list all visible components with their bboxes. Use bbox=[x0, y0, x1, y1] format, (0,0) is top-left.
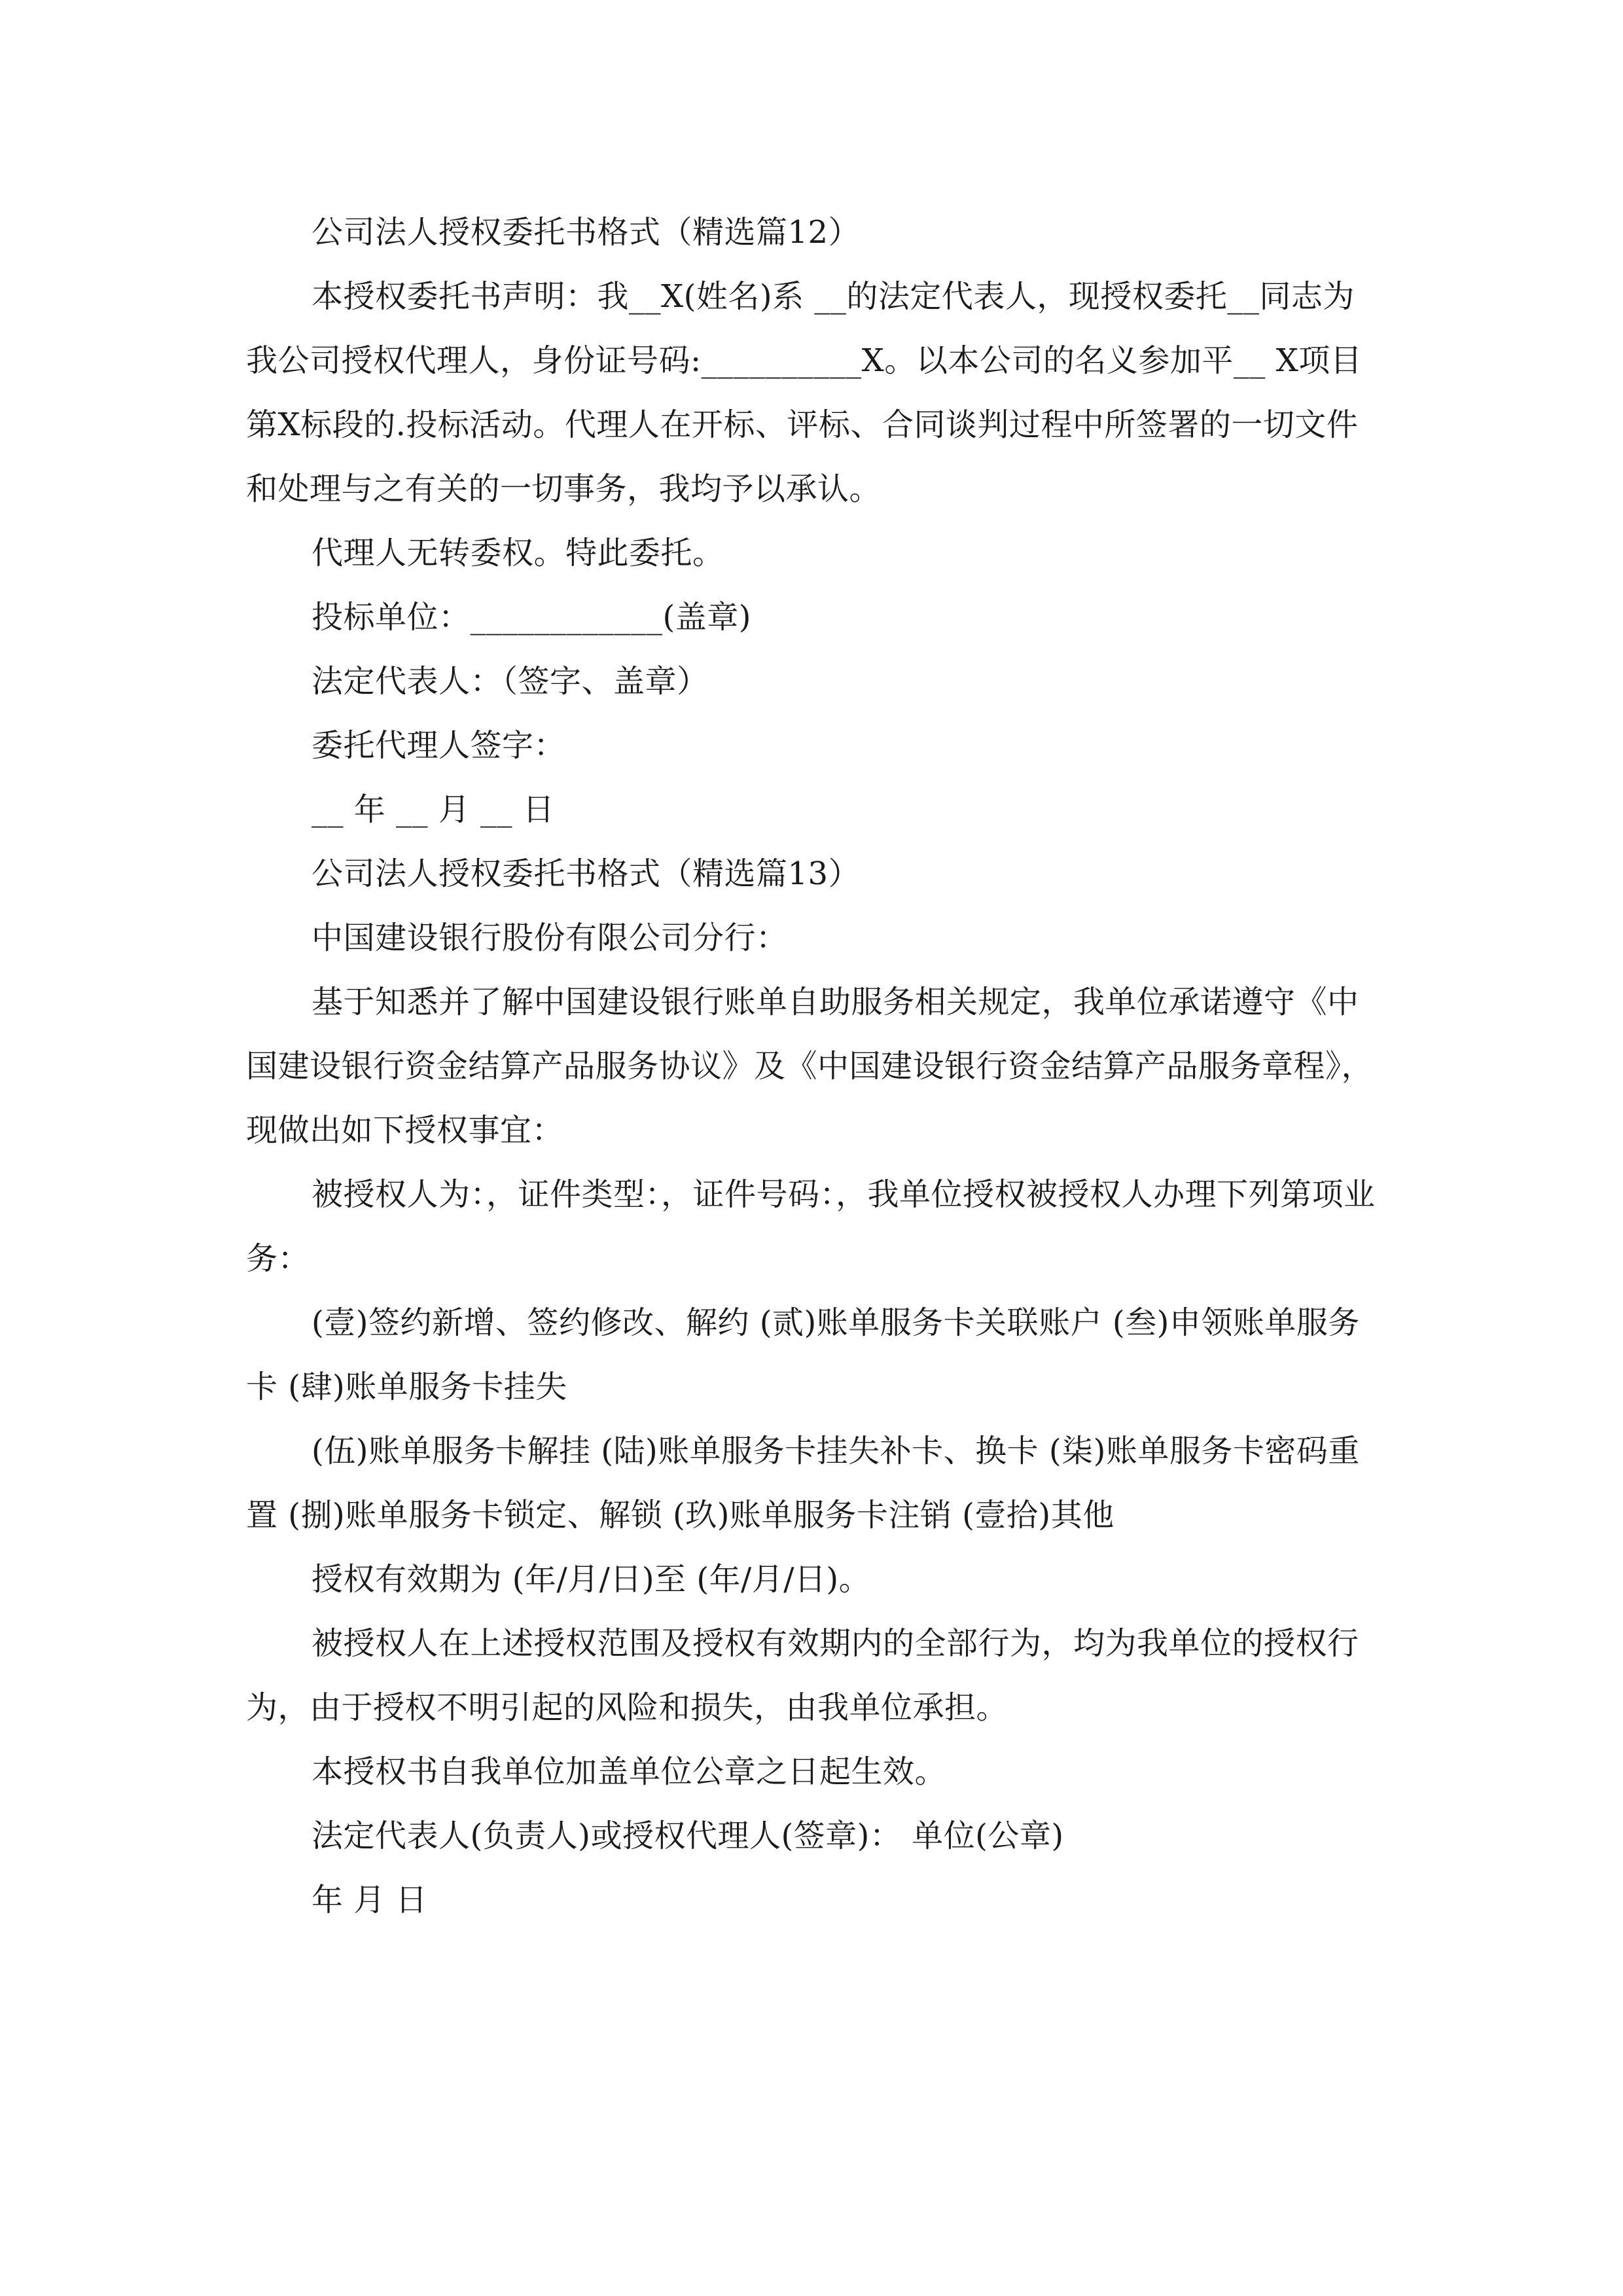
addressee-line: 中国建设银行股份有限公司分行： bbox=[312, 920, 788, 956]
date-line-1: __ 年 __ 月 __ 日 bbox=[312, 791, 555, 828]
business-items-1: (壹)签约新增、签约修改、解约 (贰)账单服务卡关联账户 (叁)申领账单服务卡 (肆)账单服务卡挂失 bbox=[246, 1304, 1360, 1405]
section-title-13: 公司法人授权委托书格式（精选篇13） bbox=[312, 855, 861, 892]
authorized-person-paragraph: 被授权人为：，证件类型：，证件号码：，我单位授权被授权人办理下列第项业务： bbox=[246, 1176, 1376, 1277]
document-body bbox=[246, 200, 1385, 1932]
business-items-2: (伍)账单服务卡解挂 (陆)账单服务卡挂失补卡、换卡 (柒)账单服务卡密码重置 (捌)账单服务卡锁定、解锁 (玖)账单服务卡注销 (壹拾)其他 bbox=[246, 1433, 1360, 1534]
no-sub-delegation-line: 代理人无转委权。特此委托。 bbox=[312, 535, 724, 571]
effective-date-line: 本授权书自我单位加盖单位公章之日起生效。 bbox=[312, 1753, 947, 1790]
legal-representative-line: 法定代表人：（签字、盖章） bbox=[312, 663, 709, 700]
responsibility-paragraph: 被授权人在上述授权范围及授权有效期内的全部行为，均为我单位的授权行为，由于授权不明引起的风险和损失，由我单位承担。 bbox=[246, 1625, 1359, 1726]
date-line-2: 年 月 日 bbox=[312, 1882, 428, 1918]
validity-period-line: 授权有效期为 (年/月/日)至 (年/月/日)。 bbox=[312, 1561, 871, 1598]
declaration-paragraph: 本授权委托书声明：我__X(姓名)系 __的法定代表人，现授权委托__同志为我公司授权代理人，身份证号码:__________X。以本公司的名义参加平__ X项目第X标段的.投标活动。代理人在开标、评标、合同谈判过程中所签署的一切文件和处理与之有关的一切事务，我均予以承认。 bbox=[246, 278, 1363, 507]
signature-line: 法定代表人(负责人)或授权代理人(签章)： 单位(公章) bbox=[312, 1818, 1064, 1854]
agent-signature-line: 委托代理人签字： bbox=[312, 727, 566, 764]
section-title-12: 公司法人授权委托书格式（精选篇12） bbox=[312, 214, 861, 251]
bidder-unit-line: 投标单位：____________(盖章) bbox=[312, 599, 751, 636]
commitment-paragraph: 基于知悉并了解中国建设银行账单自助服务相关规定，我单位承诺遵守《中国建设银行资金结算产品服务协议》及《中国建设银行资金结算产品服务章程》，现做出如下授权事宜： bbox=[246, 984, 1374, 1149]
